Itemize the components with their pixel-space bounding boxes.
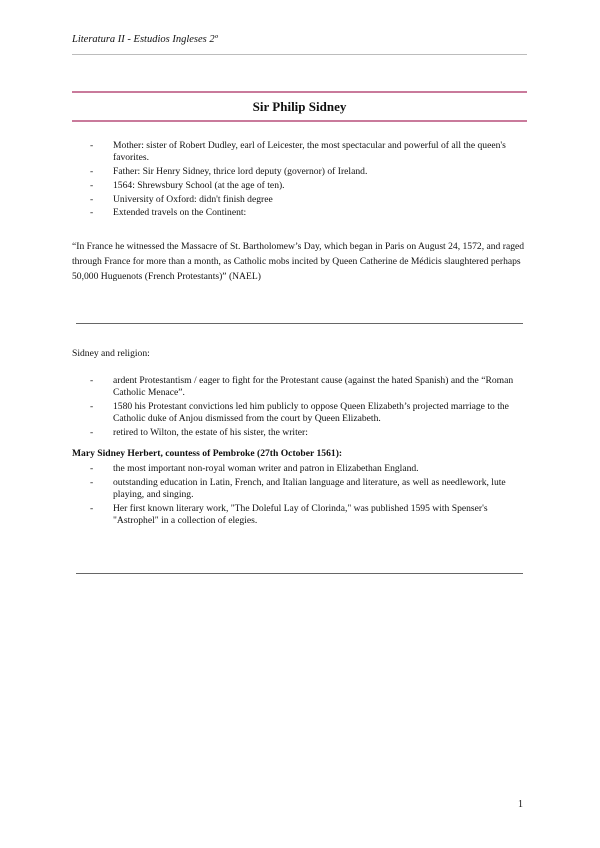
section-divider bbox=[76, 323, 523, 324]
dash-bullet: - bbox=[90, 140, 94, 151]
dash-bullet: - bbox=[90, 375, 94, 386]
mary-sidney-list bbox=[90, 463, 530, 529]
list-item: - the most important non-royal woman writer and patron in Elizabethan England. bbox=[90, 463, 419, 474]
dash-bullet: - bbox=[90, 193, 94, 205]
dash-bullet: - bbox=[90, 207, 94, 219]
nael-quote: “In France he witnessed the Massacre of St. Bartholomew’s Day, which began in Paris on August 24, 1572, and raged through France for more than a month, as Catholic mobs incited by Queen Catherine de Médicis slaughtered perhaps 50,000 Huguenots (French Protestants)” (NAEL) bbox=[72, 241, 525, 282]
bio-list bbox=[90, 140, 530, 221]
page-number: 1 bbox=[518, 799, 523, 810]
mary-sidney-heading: Mary Sidney Herbert, countess of Pembroke (27th October 1561): bbox=[72, 448, 343, 459]
section-divider bbox=[76, 573, 523, 574]
dash-bullet: - bbox=[90, 166, 94, 177]
list-item: - outstanding education in Latin, French, and Italian language and literature, as well as needlework, lute playing, and singing. bbox=[90, 476, 506, 500]
religion-list bbox=[90, 375, 530, 441]
list-item: - ardent Protestantism / eager to fight for the Protestant cause (against the hated Spanish) and the “Roman Catholic Menace”. bbox=[90, 375, 514, 399]
title-band bbox=[72, 91, 527, 122]
list-item: - Her first known literary work, "The Doleful Lay of Clorinda," was published 1595 with Spenser's "Astrophel" in a collection of elegies. bbox=[90, 502, 488, 526]
list-item: - 1564: Shrewsbury School (at the age of ten). bbox=[90, 179, 285, 191]
dash-bullet: - bbox=[90, 502, 94, 514]
list-item: - Father: Sir Henry Sidney, thrice lord deputy (governor) of Ireland. bbox=[90, 166, 368, 177]
dash-bullet: - bbox=[90, 179, 94, 191]
dash-bullet: - bbox=[90, 463, 94, 474]
page-title: Sir Philip Sidney bbox=[252, 99, 347, 114]
list-item: - University of Oxford: didn't finish degree bbox=[90, 193, 273, 205]
header-divider bbox=[72, 54, 527, 55]
dash-bullet: - bbox=[90, 476, 94, 488]
dash-bullet: - bbox=[90, 427, 94, 438]
list-item: - 1580 his Protestant convictions led him publicly to oppose Queen Elizabeth’s projected marriage to the Catholic duke of Anjou dismissed from the court by Queen Elizabeth. bbox=[90, 401, 509, 425]
list-item: - Extended travels on the Continent: bbox=[90, 207, 247, 219]
running-header: Literatura II - Estudios Ingleses 2º bbox=[72, 34, 218, 45]
religion-heading: Sidney and religion: bbox=[72, 348, 150, 359]
dash-bullet: - bbox=[90, 401, 94, 412]
list-item: - retired to Wilton, the estate of his sister, the writer: bbox=[90, 427, 308, 438]
list-item: - Mother: sister of Robert Dudley, earl of Leicester, the most spectacular and powerful of all the queen's favorites. bbox=[90, 140, 506, 164]
